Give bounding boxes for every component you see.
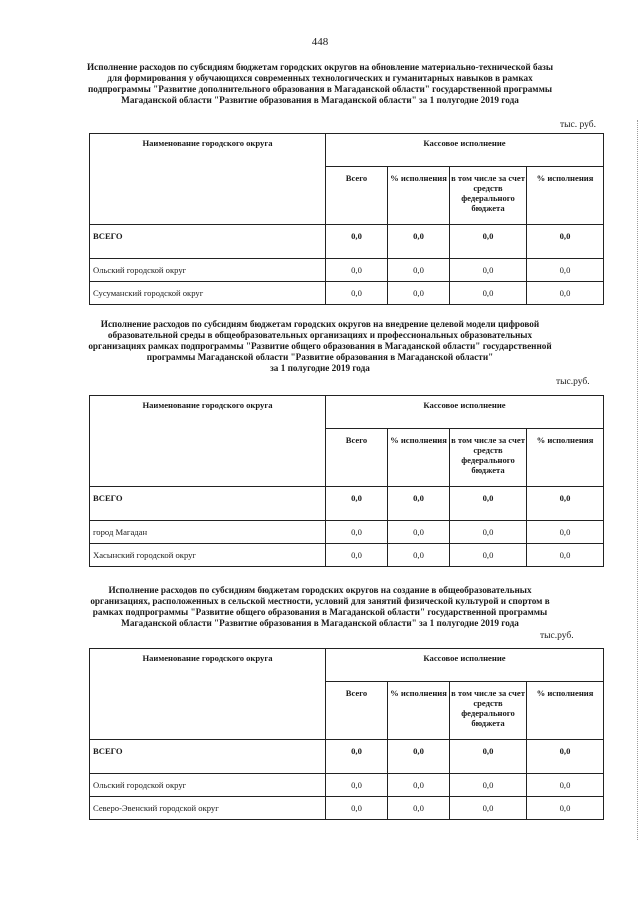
- row-value: 0,0: [326, 487, 388, 521]
- title-line: образовательной среды в общеобразовательных организациях и профессиональных образовательных: [107, 330, 533, 340]
- row-name: ВСЕГО: [90, 225, 326, 259]
- page-number: 448: [311, 36, 329, 48]
- header-kass: Кассовое исполнение: [326, 396, 604, 429]
- header-pct: % исполнения: [388, 167, 450, 225]
- header-total: Всего: [326, 682, 388, 740]
- title-line: за 1 полугодие 2019 года: [270, 363, 370, 373]
- report-table: [89, 648, 604, 820]
- table-row: [90, 544, 604, 567]
- row-value: 0,0: [326, 774, 388, 797]
- scan-margin-marks: [633, 120, 638, 840]
- row-value: 0,0: [450, 521, 527, 544]
- title-line: программы Магаданской области "Развитие образования в Магаданской области": [146, 352, 494, 362]
- section-title: [60, 62, 580, 106]
- row-value: 0,0: [326, 225, 388, 259]
- report-table: [89, 133, 604, 305]
- row-name: Сусуманский городской округ: [90, 282, 326, 305]
- header-pct: % исполнения: [388, 429, 450, 487]
- row-value: 0,0: [527, 259, 604, 282]
- row-value: 0,0: [388, 282, 450, 305]
- header-federal: в том числе за счет средств федерального бюджета: [450, 167, 527, 225]
- row-value: 0,0: [326, 282, 388, 305]
- header-total: Всего: [326, 167, 388, 225]
- section-2: [0, 319, 640, 374]
- row-name: город Магадан: [90, 521, 326, 544]
- row-value: 0,0: [388, 521, 450, 544]
- row-value: 0,0: [450, 774, 527, 797]
- row-value: 0,0: [326, 259, 388, 282]
- report-table: [89, 395, 604, 567]
- header-name: Наименование городского округа: [90, 134, 326, 225]
- row-name: ВСЕГО: [90, 740, 326, 774]
- row-value: 0,0: [388, 259, 450, 282]
- section-3: [0, 585, 640, 629]
- header-pct: % исполнения: [388, 682, 450, 740]
- table-row: [90, 774, 604, 797]
- title-line: Магаданской области "Развитие образования в Магаданской области" за 1 полугодие 2019 года: [121, 618, 519, 628]
- row-value: 0,0: [527, 521, 604, 544]
- title-line: Исполнение расходов по субсидиям бюджетам городских округов на создание в общеобразовательных: [108, 585, 532, 595]
- row-name: Ольский городской округ: [90, 774, 326, 797]
- title-line: организациях рамках подпрограммы "Развитие общего образования в Магаданской области" государственной: [88, 341, 552, 351]
- row-value: 0,0: [388, 225, 450, 259]
- header-name: Наименование городского округа: [90, 649, 326, 740]
- row-value: 0,0: [450, 544, 527, 567]
- row-value: 0,0: [450, 740, 527, 774]
- row-value: 0,0: [450, 487, 527, 521]
- row-value: 0,0: [388, 774, 450, 797]
- row-name: Хасынский городской округ: [90, 544, 326, 567]
- section-1: [0, 62, 640, 106]
- row-value: 0,0: [450, 259, 527, 282]
- header-name: Наименование городского округа: [90, 396, 326, 487]
- section-title: [65, 319, 575, 374]
- title-line: Исполнение расходов по субсидиям бюджетам городских округов на обновление материально-технической базы: [86, 62, 554, 72]
- row-value: 0,0: [326, 544, 388, 567]
- unit-label: тыс. руб.: [560, 120, 596, 130]
- header-pct-federal: % исполнения: [527, 429, 604, 487]
- row-value: 0,0: [388, 740, 450, 774]
- title-line: для формирования у обучающихся современных технологических и гуманитарных навыков в рамках: [107, 73, 533, 83]
- table-row: [90, 487, 604, 521]
- section-title: [60, 585, 580, 629]
- row-value: 0,0: [388, 797, 450, 820]
- table-row: [90, 282, 604, 305]
- header-pct-federal: % исполнения: [527, 167, 604, 225]
- table-row: [90, 259, 604, 282]
- row-value: 0,0: [388, 487, 450, 521]
- header-federal: в том числе за счет средств федерального бюджета: [450, 429, 527, 487]
- row-name: Северо-Эвенский городской округ: [90, 797, 326, 820]
- title-line: рамках подпрограммы "Развитие общего образования в Магаданской области" государственной программы: [92, 607, 548, 617]
- row-value: 0,0: [326, 797, 388, 820]
- row-name: ВСЕГО: [90, 487, 326, 521]
- row-value: 0,0: [527, 282, 604, 305]
- row-value: 0,0: [450, 225, 527, 259]
- table-row: [90, 797, 604, 820]
- title-line: организациях, расположенных в сельской местности, условий для занятий физической культурой и спортом в: [90, 596, 550, 606]
- table-row: [90, 740, 604, 774]
- row-value: 0,0: [527, 740, 604, 774]
- row-value: 0,0: [450, 797, 527, 820]
- row-value: 0,0: [527, 487, 604, 521]
- row-value: 0,0: [527, 544, 604, 567]
- row-value: 0,0: [326, 740, 388, 774]
- row-value: 0,0: [527, 774, 604, 797]
- unit-label: тыс.руб.: [540, 631, 574, 641]
- table-row: [90, 521, 604, 544]
- title-line: подпрограммы "Развитие дополнительного образования в Магаданской области" государственной программы: [87, 84, 552, 94]
- title-line: Магаданской области "Развитие образования в Магаданской области" за 1 полугодие 2019 года: [121, 95, 519, 105]
- header-federal: в том числе за счет средств федерального бюджета: [450, 682, 527, 740]
- row-value: 0,0: [326, 521, 388, 544]
- row-value: 0,0: [527, 225, 604, 259]
- row-name: Ольский городской округ: [90, 259, 326, 282]
- title-line: Исполнение расходов по субсидиям бюджетам городских округов на внедрение целевой модели цифровой: [100, 319, 540, 329]
- table-row: [90, 225, 604, 259]
- row-value: 0,0: [388, 544, 450, 567]
- row-value: 0,0: [527, 797, 604, 820]
- header-kass: Кассовое исполнение: [326, 134, 604, 167]
- header-total: Всего: [326, 429, 388, 487]
- header-pct-federal: % исполнения: [527, 682, 604, 740]
- unit-label: тыс.руб.: [556, 377, 590, 387]
- header-kass: Кассовое исполнение: [326, 649, 604, 682]
- row-value: 0,0: [450, 282, 527, 305]
